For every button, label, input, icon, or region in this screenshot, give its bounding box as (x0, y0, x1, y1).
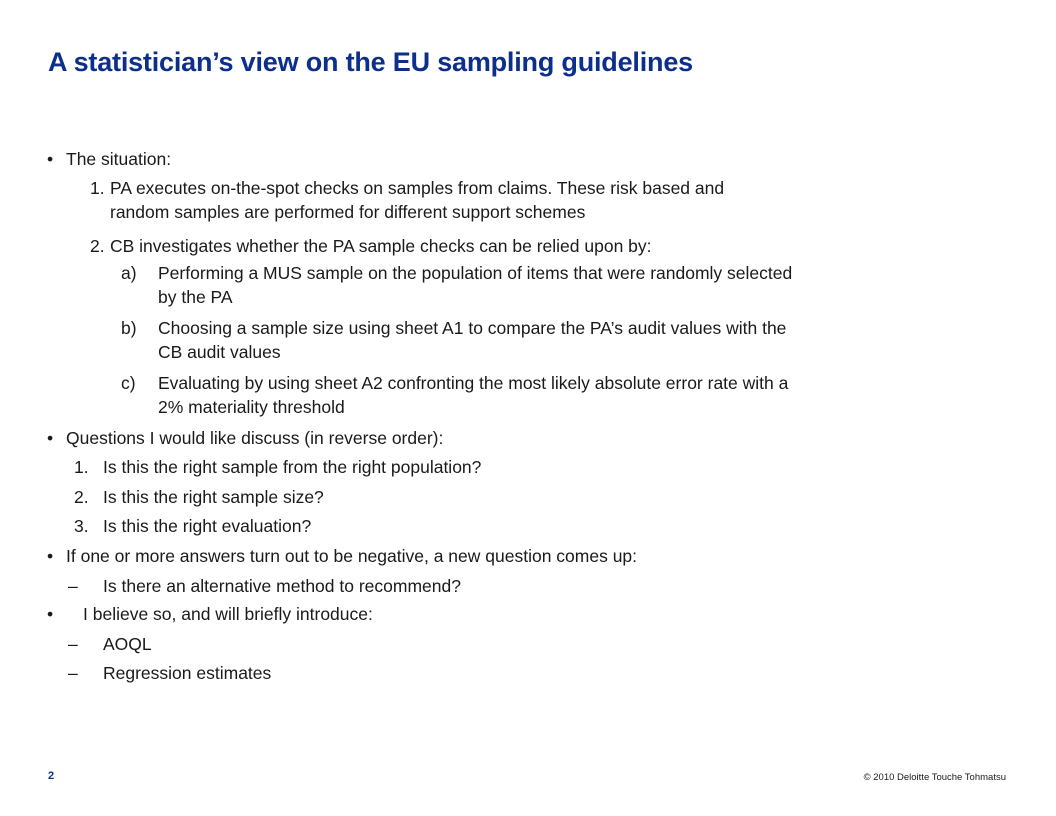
question-2-text: Is this the right sample size? (103, 487, 324, 507)
situation-item1-line1: PA executes on-the-spot checks on samples from claims. These risk based and (110, 178, 725, 198)
page-number: 2 (48, 770, 55, 782)
dash-marker: – (68, 634, 78, 654)
sub-item-a-line2: by the PA (158, 287, 233, 307)
question-1-number: 1. (74, 457, 89, 477)
slide-title: A statistician’s view on the EU sampling guidelines (48, 47, 693, 77)
situation-heading: The situation: (66, 149, 172, 169)
sub-item-c-line2: 2% materiality threshold (158, 397, 345, 417)
question-1-text: Is this the right sample from the right population? (103, 457, 482, 477)
sub-item-a-line1: Performing a MUS sample on the population of items that were randomly selected (158, 263, 793, 283)
bullet-marker: • (47, 546, 54, 566)
negative-heading: If one or more answers turn out to be negative, a new question comes up: (66, 546, 638, 566)
sub-item-a-marker: a) (121, 263, 137, 283)
situation-item2-number: 2. (90, 236, 105, 256)
sub-item-c-line1: Evaluating by using sheet A2 confronting the most likely absolute error rate with a (158, 373, 789, 393)
sub-item-b-line1: Choosing a sample size using sheet A1 to compare the PA’s audit values with the (158, 318, 787, 338)
negative-item: Is there an alternative method to recommend? (103, 576, 461, 596)
sub-item-c-marker: c) (121, 373, 136, 393)
method-aoql: AOQL (103, 634, 152, 654)
bullet-marker: • (47, 428, 54, 448)
sub-item-b-marker: b) (121, 318, 137, 338)
question-2-number: 2. (74, 487, 89, 507)
sub-item-b-line2: CB audit values (158, 342, 281, 362)
bullet-marker: • (47, 604, 54, 624)
situation-item1-number: 1. (90, 178, 105, 198)
situation-item1-line2: random samples are performed for different support schemes (110, 202, 586, 222)
dash-marker: – (68, 663, 78, 683)
copyright-notice: © 2010 Deloitte Touche Tohmatsu (863, 772, 1006, 783)
question-3-number: 3. (74, 516, 89, 536)
questions-heading: Questions I would like discuss (in reverse order): (66, 428, 444, 448)
bullet-marker: • (47, 149, 54, 169)
dash-marker: – (68, 576, 78, 596)
question-3-text: Is this the right evaluation? (103, 516, 312, 536)
situation-item2-text: CB investigates whether the PA sample checks can be relied upon by: (110, 236, 652, 256)
method-regression-estimates: Regression estimates (103, 663, 272, 683)
believe-heading: I believe so, and will briefly introduce: (83, 604, 373, 624)
